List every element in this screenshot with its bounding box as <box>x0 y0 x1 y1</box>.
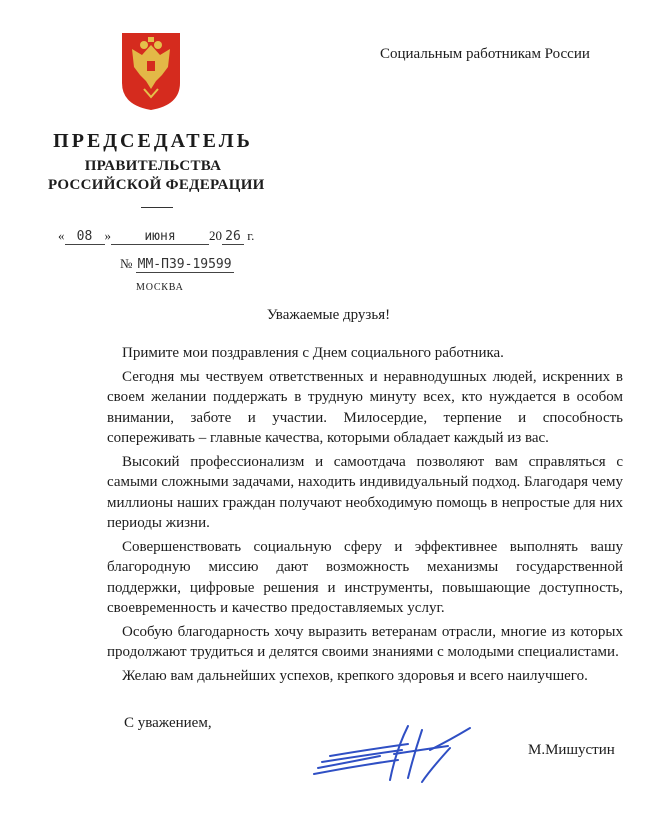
number-sign: № <box>120 256 133 271</box>
signer-name: М.Мишустин <box>528 742 615 758</box>
russian-coat-of-arms-icon <box>120 31 182 111</box>
city-label: МОСКВА <box>136 282 184 293</box>
letterhead-title: ПРЕДСЕДАТЕЛЬ <box>53 130 253 152</box>
addressee: Социальным работникам России <box>380 46 590 62</box>
paragraph: Совершенствовать социальную сферу и эффективнее выполнять вашу благородную миссию дают возможность механизмы государственной поддержки, цифровые решения и инструменты, повышающие доступность, своевременность и качество предоставляемых услуг. <box>107 538 623 616</box>
paragraph: Желаю вам дальнейших успехов, крепкого здоровья и всего наилучшего. <box>122 667 588 684</box>
letterhead-divider <box>141 207 173 208</box>
paragraph: Примите мои поздравления с Днем социального работника. <box>122 345 504 361</box>
date-month: июня <box>144 229 176 244</box>
registration-number <box>120 256 234 273</box>
date-day: 08 <box>76 229 93 244</box>
letter-body <box>107 343 623 689</box>
closing-phrase: С уважением, <box>124 715 212 731</box>
letterhead-subtitle-2: РОССИЙСКОЙ ФЕДЕРАЦИИ <box>48 177 265 193</box>
registration-number-value: ММ-П39-19599 <box>137 257 232 272</box>
handwritten-signature <box>310 720 485 785</box>
date-year-suffix: 26 <box>225 229 241 244</box>
paragraph: Сегодня мы чествуем ответственных и неравнодушных людей, искренних в своем желании поддержать в трудную минуту всех, кто нуждается в особом внимании, заботе и участии. Милосердие, терпение и способность сопереживать – главные качества, которыми обладает каждый из вас. <box>107 368 623 446</box>
date-open-quote: « <box>58 228 65 243</box>
letterhead-subtitle-1: ПРАВИТЕЛЬСТВА <box>84 158 222 174</box>
letter-date <box>58 228 254 245</box>
greeting: Уважаемые друзья! <box>266 307 391 323</box>
paragraph: Высокий профессионализм и самоотдача позволяют вам справляться с самыми сложными задачами, находить индивидуальный подход. Благодаря чему миллионы наших граждан получают необходимую помощь в непростые для них периоды жизни. <box>107 453 623 531</box>
date-year-mark: г. <box>247 228 255 243</box>
date-close-quote: » <box>104 228 111 243</box>
date-year-prefix: 20 <box>209 228 222 243</box>
paragraph: Особую благодарность хочу выразить ветеранам отрасли, многие из которых продолжают трудиться и делятся своими знаниями с молодыми специалистами. <box>107 623 623 660</box>
